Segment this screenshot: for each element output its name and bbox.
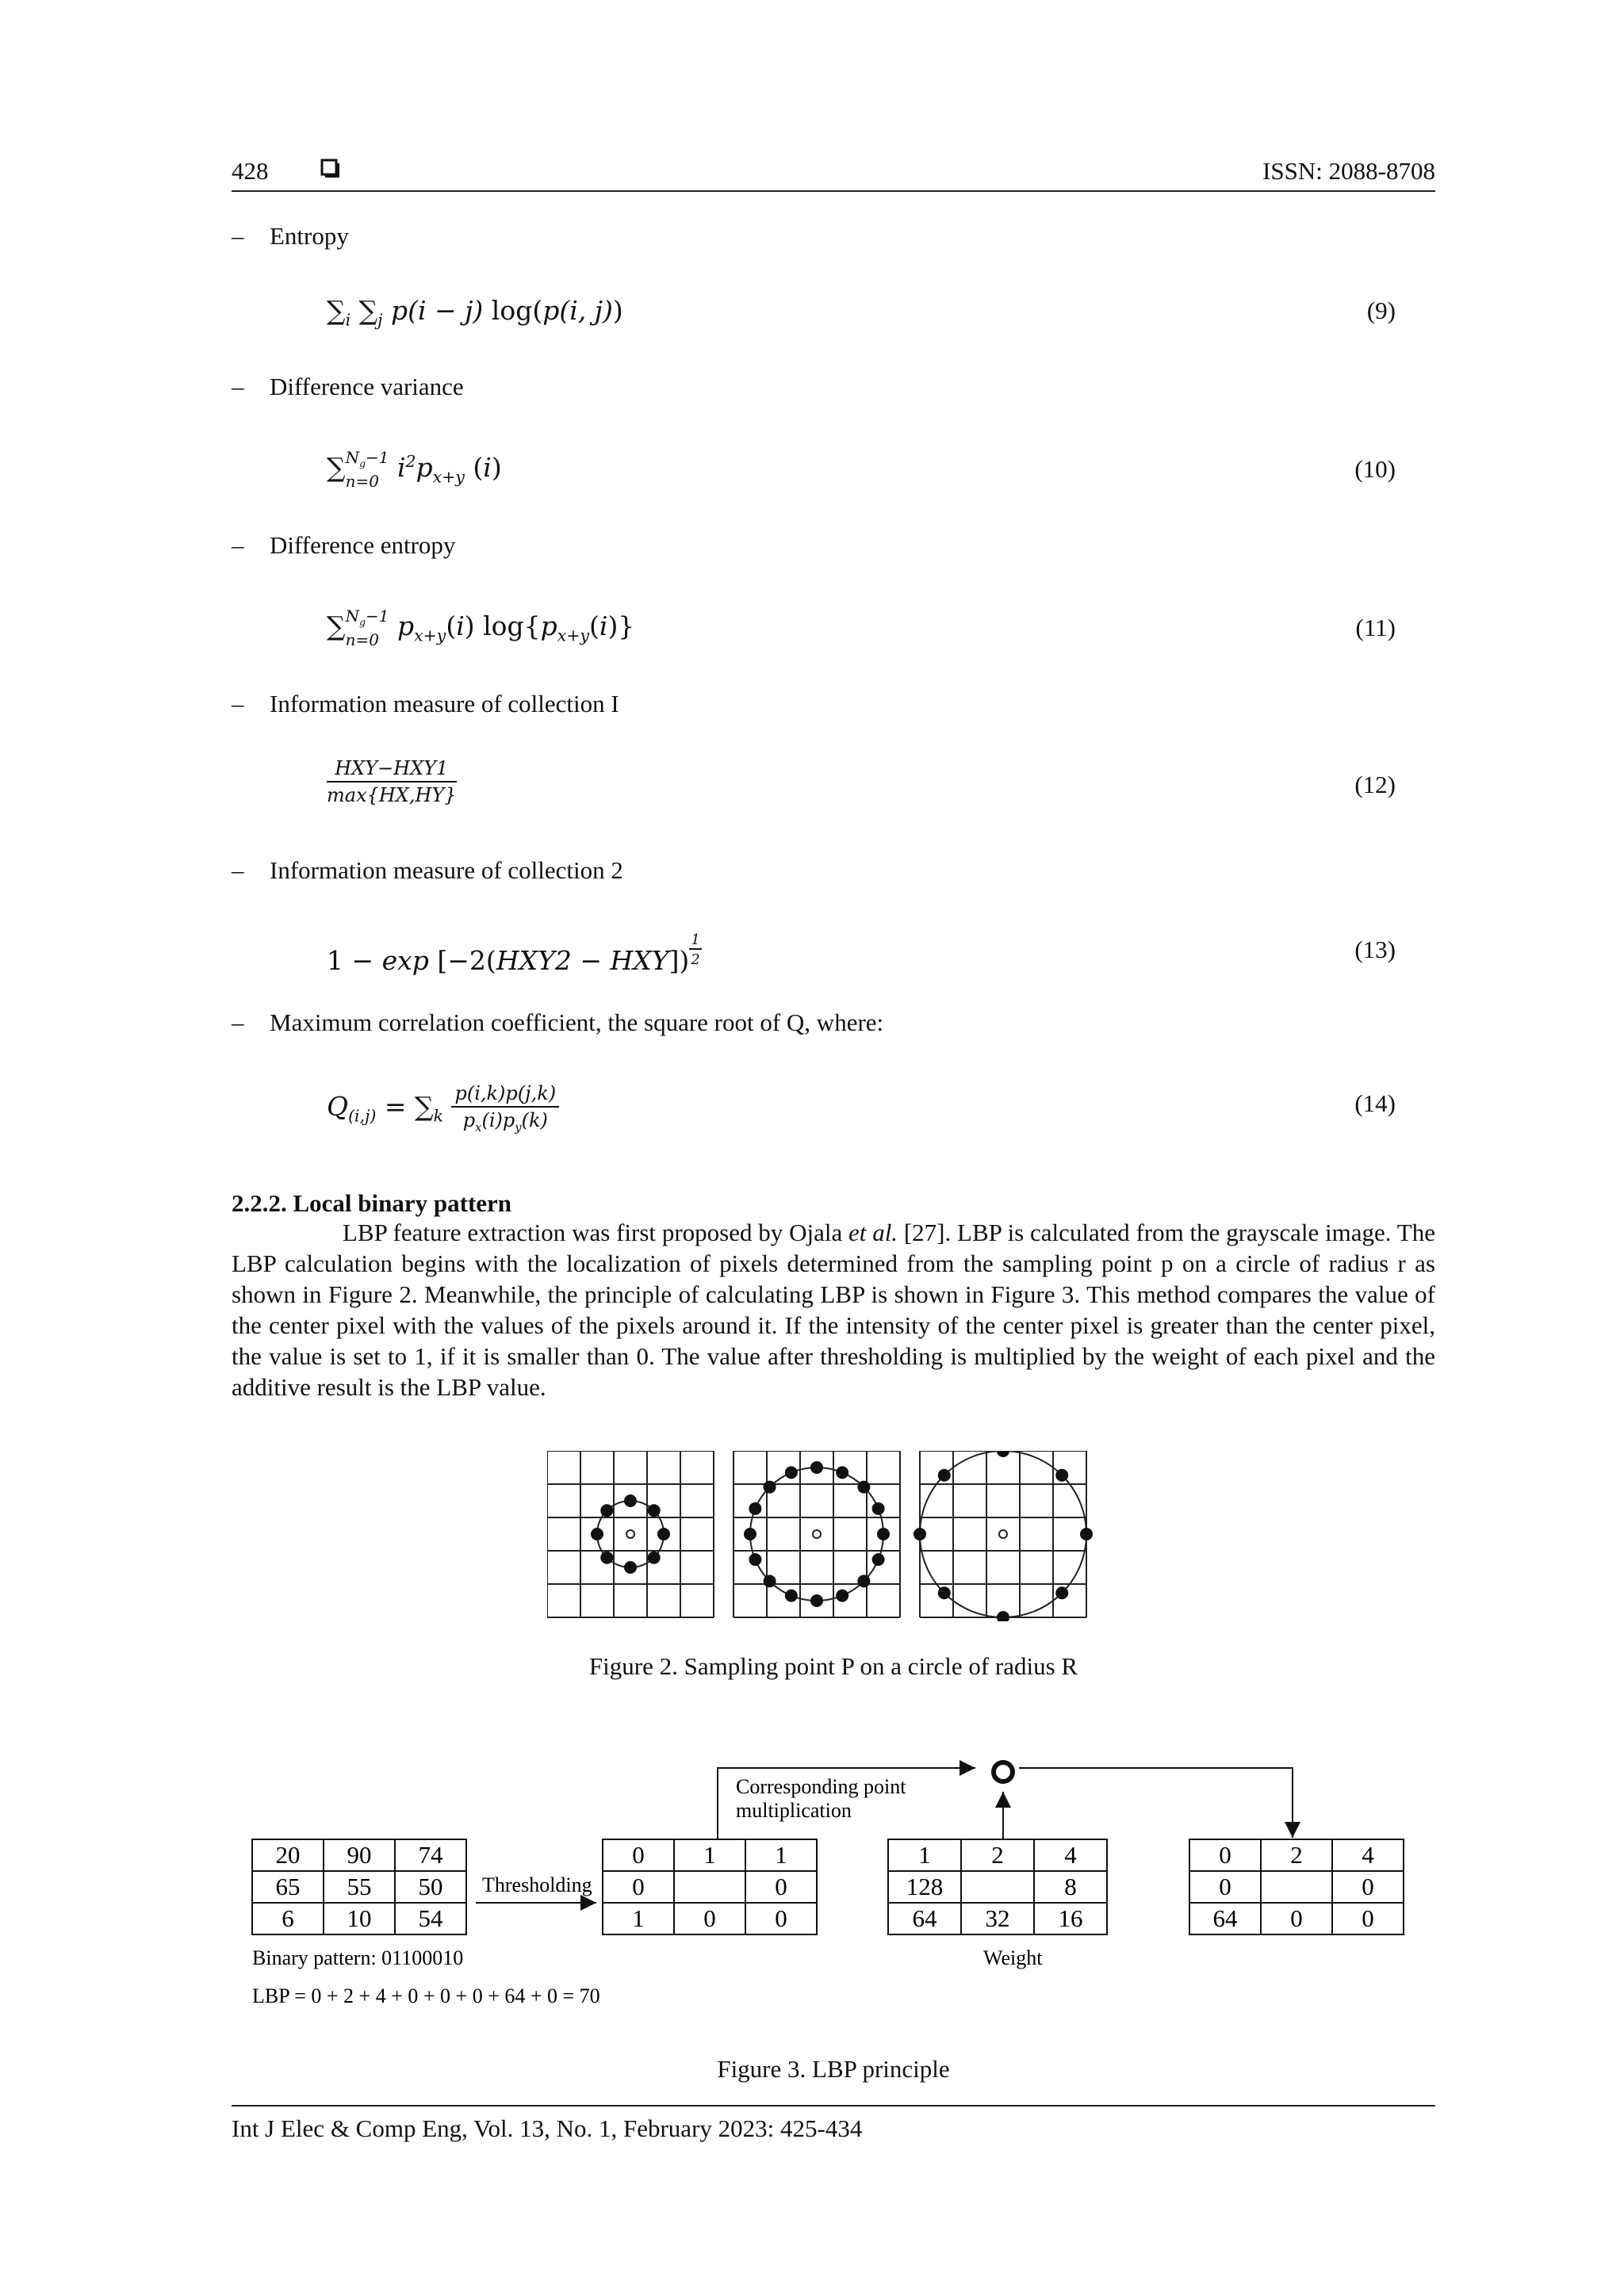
grid-cell-value: 64 xyxy=(1212,1904,1238,1932)
grid-cell-value: 0 xyxy=(1290,1904,1303,1932)
grid-cell-value: 0 xyxy=(775,1904,787,1932)
grid-cell-value: 2 xyxy=(991,1841,1004,1869)
grid-cell-value: 128 xyxy=(906,1873,944,1900)
sampling-grid-r1 xyxy=(547,1451,714,1617)
sampling-point xyxy=(785,1466,798,1479)
feature-label: Information measure of collection 2 xyxy=(270,856,623,884)
sampling-point xyxy=(744,1528,756,1540)
corresponding-label-1: Corresponding point xyxy=(736,1775,906,1798)
figure-2 xyxy=(547,1451,1102,1621)
center-pixel xyxy=(999,1530,1007,1538)
grid-cell-value: 6 xyxy=(282,1904,294,1932)
sampling-point xyxy=(749,1553,761,1566)
page-number: 428 xyxy=(232,157,269,185)
sampling-point xyxy=(997,1451,1009,1457)
sampling-point xyxy=(938,1586,951,1599)
box-icon xyxy=(320,159,341,179)
grid-cell-value: 0 xyxy=(632,1841,645,1869)
grid-cell-value: 20 xyxy=(275,1841,301,1869)
grid-cell-value: 32 xyxy=(985,1904,1010,1932)
sampling-point xyxy=(764,1481,776,1494)
grid-cell-value: 0 xyxy=(1362,1904,1374,1932)
sampling-point xyxy=(600,1504,613,1517)
grid-cell-value: 50 xyxy=(418,1873,443,1900)
grid-cell-value: 55 xyxy=(347,1873,372,1900)
feature-label: Difference entropy xyxy=(270,531,456,559)
sampling-point xyxy=(764,1575,776,1587)
grid-cell-value: 54 xyxy=(418,1904,443,1932)
weight-grid xyxy=(888,1839,1107,1934)
figure-2-caption: Figure 2. Sampling point P on a circle of radius R xyxy=(588,1652,1078,1680)
grid-cell-value: 0 xyxy=(703,1904,716,1932)
sampling-point xyxy=(600,1552,613,1564)
sampling-point xyxy=(624,1494,637,1507)
threshold-grid xyxy=(603,1839,817,1934)
grid-cell-value: 4 xyxy=(1362,1841,1374,1869)
sampling-point xyxy=(810,1461,823,1474)
footer-citation: Int J Elec & Comp Eng, Vol. 13, No. 1, February 2023: 425-434 xyxy=(232,2114,863,2142)
grid-cell-value: 0 xyxy=(1362,1873,1374,1900)
sampling-point xyxy=(591,1528,603,1540)
equation-14: $Q_{(i,j)} = \sum_k$ $\frac{p(i,k)p(j,k)}{p_x(i)p_y(k)}$ xyxy=(327,1082,559,1135)
sampling-point xyxy=(1055,1586,1068,1599)
sampling-point xyxy=(810,1594,823,1607)
grid-cell-value: 64 xyxy=(912,1904,937,1932)
sampling-point xyxy=(1080,1528,1093,1540)
lbp-formula: LBP = 0 + 2 + 4 + 0 + 0 + 0 + 64 + 0 = 70 xyxy=(252,1984,600,2007)
body-paragraph: LBP feature extraction was first proposed by Ojala et al. [27]. LBP is calculated from the grayscale image. The LBP calculation begins with the localization of pixels determined from the sampling point p on a circle of radius r as shown in Figure 2. Meanwhile, the principle of calculating LBP is shown in Figure 3. This method compares the value of the center pixel with the values of the pixels around it. If the intensity of the center pixel is greater than the center pixel, the value is set to 1, if it is smaller than 0. The value after thresholding is multiplied by the weight of each pixel and the additive result is the LBP value. xyxy=(232,1219,1435,1401)
sampling-point xyxy=(1055,1469,1068,1482)
sampling-point xyxy=(749,1502,761,1515)
equation-12: $\frac{\text{HXY−HXY1}}{\max\{HX,HY\}}$ xyxy=(327,757,457,806)
grid-cell-value: 0 xyxy=(632,1873,645,1900)
figure-3-caption: Figure 3. LBP principle xyxy=(717,2055,950,2083)
grid-cell-value: 0 xyxy=(775,1873,787,1900)
feature-label: Information measure of collection I xyxy=(270,690,619,718)
feature-label: Entropy xyxy=(270,222,349,250)
section-heading: 2.2.2. Local binary pattern xyxy=(232,1189,512,1217)
result-grid xyxy=(1189,1839,1404,1934)
sampling-point xyxy=(836,1590,848,1602)
grid-cell-value: 1 xyxy=(632,1904,645,1932)
sampling-point xyxy=(648,1504,661,1517)
binary-pattern: Binary pattern: 01100010 xyxy=(252,1946,464,1969)
grid-cell-value: 4 xyxy=(1064,1841,1077,1869)
equation-10: ∑ $N_g-1$ n=0 $i^2p_{x+y}$ (i) xyxy=(327,448,502,491)
sampling-point xyxy=(648,1552,661,1564)
footer-rule xyxy=(232,2105,1435,2107)
grid-cell-value: 0 xyxy=(1219,1841,1231,1869)
thresholding-label: Thresholding xyxy=(482,1873,592,1896)
grid-cell-value: 65 xyxy=(275,1873,301,1900)
sampling-point xyxy=(857,1481,870,1494)
grid-cell-value: 90 xyxy=(347,1841,372,1869)
equation-number: (9) xyxy=(1366,297,1396,324)
connector-result xyxy=(1019,1768,1293,1838)
feature-label: Difference variance xyxy=(270,373,464,400)
equation-number: (13) xyxy=(1354,936,1396,963)
sampling-point xyxy=(624,1561,637,1574)
sampling-point xyxy=(877,1528,890,1540)
center-pixel xyxy=(813,1530,821,1538)
center-pixel xyxy=(626,1530,634,1538)
sampling-point xyxy=(857,1575,870,1587)
sampling-point xyxy=(914,1528,926,1540)
grid-cell-value: 1 xyxy=(775,1841,787,1869)
equation-11: ∑ $N_g-1$ n=0 $p_{x+y}(i)$ $\log\{p_{x+y}(i)\}$ xyxy=(327,607,635,649)
issn: ISSN: 2088-8708 xyxy=(1262,157,1435,185)
sampling-point xyxy=(872,1502,885,1515)
sampling-grid-r2 xyxy=(733,1451,900,1617)
sampling-point xyxy=(997,1611,1009,1621)
weight-label: Weight xyxy=(983,1946,1043,1969)
equation-number: (11) xyxy=(1355,614,1396,641)
grid-cell-value: 0 xyxy=(1219,1873,1231,1900)
equation-13: 1 − exp [−2(HXY2 − HXY]) $^{\frac{1}{2}}$ xyxy=(327,932,700,976)
equation-number: (14) xyxy=(1354,1089,1396,1117)
equation-number: (12) xyxy=(1354,771,1396,798)
sampling-grid-r3 xyxy=(914,1451,1093,1621)
equation-9: $\sum_i$ $\sum_j$ p(i − j) log(p(i, j)) xyxy=(327,295,623,330)
sampling-point xyxy=(785,1590,798,1602)
grid-cell-value: 74 xyxy=(418,1841,443,1869)
sampling-point xyxy=(836,1466,848,1479)
sampling-point xyxy=(872,1553,885,1566)
grid-cell-value: 1 xyxy=(703,1841,716,1869)
corresponding-label-2: multiplication xyxy=(736,1799,852,1822)
figure-3 xyxy=(238,1736,1427,2030)
grid-cell-value: 2 xyxy=(1290,1841,1303,1869)
header-rule xyxy=(232,190,1435,192)
sampling-point xyxy=(657,1528,670,1540)
grid-cell-value: 10 xyxy=(347,1904,372,1932)
grid-cell-value: 8 xyxy=(1064,1873,1077,1900)
sampling-point xyxy=(938,1469,951,1482)
equation-number: (10) xyxy=(1354,455,1396,483)
grid-cell-value: 1 xyxy=(918,1841,931,1869)
input-grid xyxy=(252,1839,466,1934)
multiply-node-icon xyxy=(994,1762,1013,1781)
feature-label: Maximum correlation coefficient, the square root of Q, where: xyxy=(270,1008,884,1036)
grid-cell-value: 16 xyxy=(1058,1904,1083,1932)
